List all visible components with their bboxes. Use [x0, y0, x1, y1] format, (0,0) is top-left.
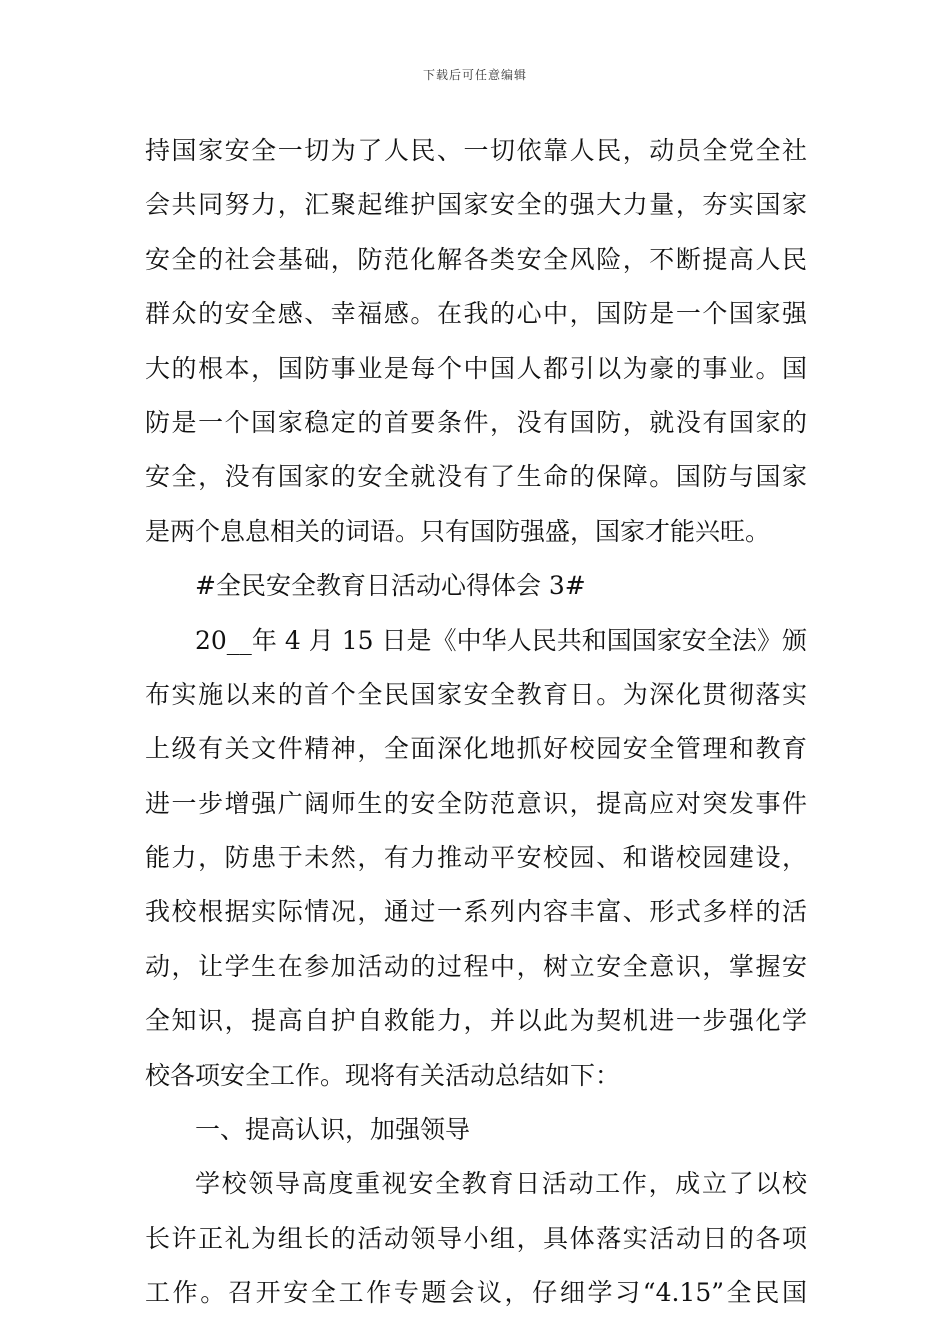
text-line: 大的根本，国防事业是每个中国人都引以为豪的事业。国: [145, 353, 807, 383]
text-line: 动，让学生在参加活动的过程中，树立安全意识，掌握安: [145, 951, 807, 981]
text-line: 能力，防患于未然，有力推动平安校园、和谐校园建设，: [145, 843, 807, 873]
subsection-heading: 一、提高认识，加强领导: [195, 1115, 471, 1145]
text-line: 会共同努力，汇聚起维护国家安全的强大力量，夯实国家: [145, 190, 807, 220]
text-line: 是两个息息相关的词语。只有国防强盛，国家才能兴旺。: [145, 516, 771, 546]
text-line: 工作。召开安全工作专题会议，仔细学习“4.15”全民国: [145, 1278, 807, 1308]
page-header-note: 下载后可任意编辑: [422, 68, 527, 82]
text-line: 进一步增强广阔师生的安全防范意识，提高应对突发事件: [145, 788, 807, 818]
text-line: 全知识，提高自护自救能力，并以此为契机进一步强化学: [145, 1006, 807, 1036]
text-line: 防是一个国家稳定的首要条件，没有国防，就没有国家的: [145, 407, 807, 437]
section-heading: #全民安全教育日活动心得体会 3#: [195, 571, 586, 601]
text-line: 持国家安全一切为了人民、一切依靠人民，动员全党全社: [145, 136, 807, 165]
text-line: 长许正礼为组长的活动领导小组，具体落实活动日的各项: [145, 1223, 807, 1253]
text-line: 安全，没有国家的安全就没有了生命的保障。国防与国家: [145, 462, 807, 492]
text-line: 我校根据实际情况，通过一系列内容丰富、形式多样的活: [145, 897, 807, 927]
text-line: 上级有关文件精神，全面深化地抓好校园安全管理和教育: [145, 734, 807, 764]
text-line: 布实施以来的首个全民国家安全教育日。为深化贯彻落实: [145, 679, 807, 709]
text-line: 20__年 4 月 15 日是《中华人民共和国国家安全法》颁: [195, 625, 807, 655]
text-line: 安全的社会基础，防范化解各类安全风险，不断提高人民: [145, 244, 807, 274]
text-line: 学校领导高度重视安全教育日活动工作，成立了以校: [195, 1169, 807, 1199]
text-line: 群众的安全感、幸福感。在我的心中，国防是一个国家强: [145, 299, 807, 329]
document-body: [145, 124, 807, 1321]
text-line: 校各项安全工作。现将有关活动总结如下：: [145, 1060, 621, 1090]
